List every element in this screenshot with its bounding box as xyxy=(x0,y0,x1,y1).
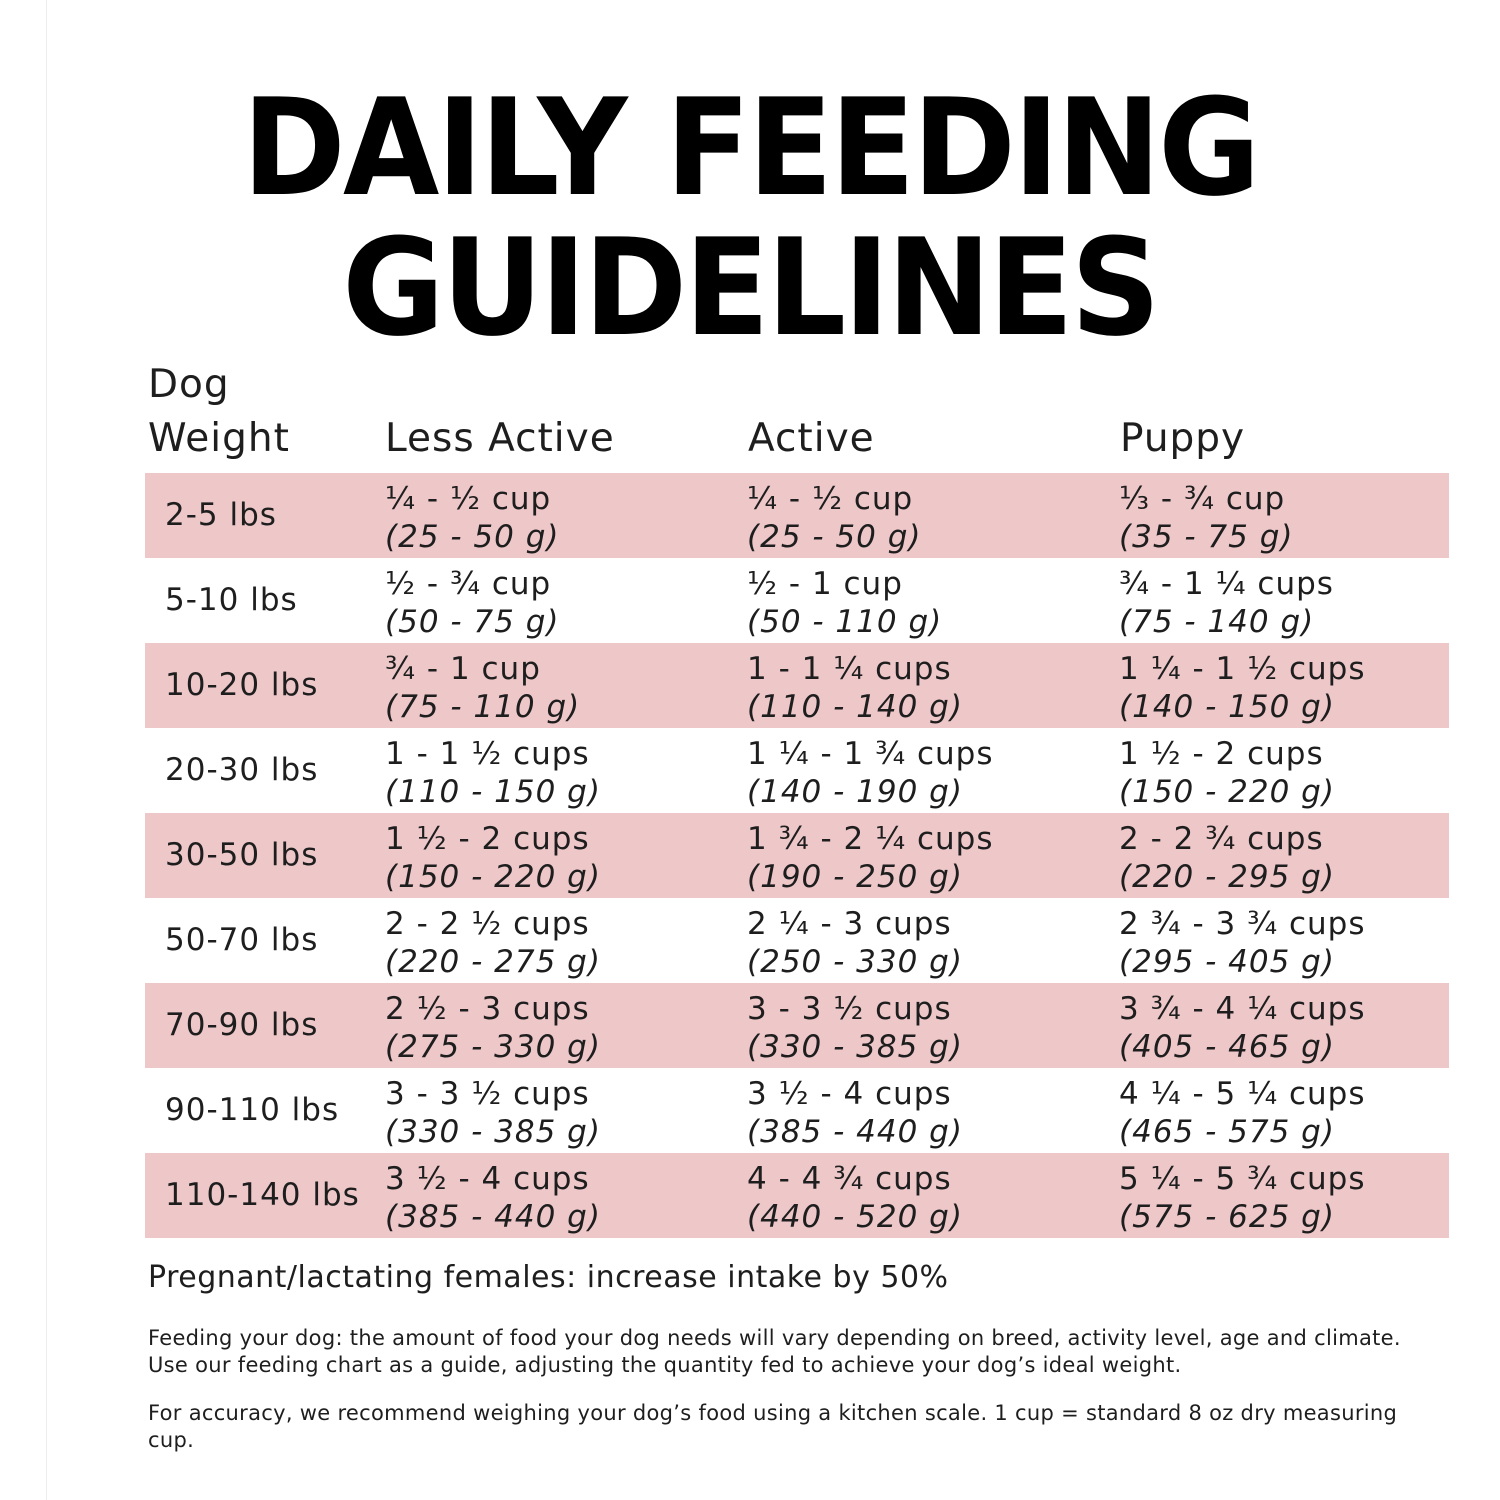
table-row xyxy=(145,643,1449,728)
puppy-cups: 4 ¼ - 5 ¼ cups xyxy=(1119,1076,1366,1112)
active-cups: 3 ½ - 4 cups xyxy=(747,1076,952,1112)
puppy-cell xyxy=(1119,481,1294,557)
less-active-cell xyxy=(385,1076,601,1152)
active-cell xyxy=(747,566,942,642)
active-cups: 3 - 3 ½ cups xyxy=(747,991,952,1027)
table-row xyxy=(145,473,1449,558)
puppy-grams: (220 - 295 g) xyxy=(1119,859,1335,895)
active-cups: 1 ¼ - 1 ¾ cups xyxy=(747,736,994,772)
active-cell xyxy=(747,991,963,1067)
active-cups: 2 ¼ - 3 cups xyxy=(747,906,952,942)
puppy-grams: (465 - 575 g) xyxy=(1119,1114,1335,1150)
dog-weight-cell: 50-70 lbs xyxy=(165,922,319,958)
puppy-cups: ⅓ - ¾ cup xyxy=(1119,481,1286,517)
puppy-grams: (295 - 405 g) xyxy=(1119,944,1335,980)
active-grams: (250 - 330 g) xyxy=(747,944,963,980)
puppy-cell xyxy=(1119,906,1366,982)
less-active-grams: (220 - 275 g) xyxy=(385,944,601,980)
puppy-grams: (75 - 140 g) xyxy=(1119,604,1315,640)
puppy-cups: 1 ½ - 2 cups xyxy=(1119,736,1324,772)
less-active-cell xyxy=(385,566,560,642)
puppy-cell xyxy=(1119,1161,1366,1237)
dog-weight-cell: 70-90 lbs xyxy=(165,1007,319,1043)
table-row xyxy=(145,983,1449,1068)
table-row xyxy=(145,728,1449,813)
puppy-grams: (150 - 220 g) xyxy=(1119,774,1335,810)
puppy-cell xyxy=(1119,991,1366,1067)
active-cups: 1 ¾ - 2 ¼ cups xyxy=(747,821,994,857)
active-grams: (110 - 140 g) xyxy=(747,689,963,725)
table-row xyxy=(145,1153,1449,1238)
dog-weight-cell: 5-10 lbs xyxy=(165,582,298,618)
less-active-cups: ¼ - ½ cup xyxy=(385,481,552,517)
header-dog-weight-line-2: Weight xyxy=(148,416,290,461)
table-row xyxy=(145,898,1449,983)
active-cups: ¼ - ½ cup xyxy=(747,481,914,517)
active-cell xyxy=(747,1076,963,1152)
less-active-cups: 3 - 3 ½ cups xyxy=(385,1076,590,1112)
dog-weight-cell: 110-140 lbs xyxy=(165,1177,360,1213)
active-grams: (330 - 385 g) xyxy=(747,1029,963,1065)
active-grams: (190 - 250 g) xyxy=(747,859,963,895)
active-grams: (50 - 110 g) xyxy=(747,604,943,640)
active-grams: (140 - 190 g) xyxy=(747,774,963,810)
less-active-cups: 1 - 1 ½ cups xyxy=(385,736,590,772)
pregnancy-note: Pregnant/lactating females: increase intake by 50% xyxy=(148,1260,949,1295)
less-active-cups: 2 ½ - 3 cups xyxy=(385,991,590,1027)
less-active-grams: (25 - 50 g) xyxy=(385,519,560,555)
puppy-cell xyxy=(1119,1076,1366,1152)
active-cell xyxy=(747,736,994,812)
table-row xyxy=(145,558,1449,643)
header-dog-weight xyxy=(148,358,290,466)
puppy-cups: 2 ¾ - 3 ¾ cups xyxy=(1119,906,1366,942)
active-grams: (440 - 520 g) xyxy=(747,1199,963,1235)
table-row xyxy=(145,813,1449,898)
less-active-grams: (330 - 385 g) xyxy=(385,1114,601,1150)
puppy-grams: (575 - 625 g) xyxy=(1119,1199,1335,1235)
active-cups: ½ - 1 cup xyxy=(747,566,903,602)
page-title xyxy=(6,70,1494,366)
less-active-cups: 1 ½ - 2 cups xyxy=(385,821,590,857)
less-active-cups: 2 - 2 ½ cups xyxy=(385,906,590,942)
less-active-grams: (385 - 440 g) xyxy=(385,1199,601,1235)
less-active-grams: (75 - 110 g) xyxy=(385,689,581,725)
puppy-cups: ¾ - 1 ¼ cups xyxy=(1119,566,1334,602)
puppy-cups: 3 ¾ - 4 ¼ cups xyxy=(1119,991,1366,1027)
less-active-cell xyxy=(385,736,601,812)
less-active-cell xyxy=(385,651,580,727)
title-line-2: GUIDELINES xyxy=(342,210,1158,366)
dog-weight-cell: 20-30 lbs xyxy=(165,752,319,788)
puppy-cell xyxy=(1119,821,1335,897)
header-active: Active xyxy=(748,416,875,461)
header-dog-weight-line-1: Dog xyxy=(148,362,230,407)
dog-weight-cell: 2-5 lbs xyxy=(165,497,277,533)
less-active-cups: ½ - ¾ cup xyxy=(385,566,552,602)
active-cell xyxy=(747,906,963,982)
active-cell xyxy=(747,481,922,557)
accuracy-paragraph: For accuracy, we recommend weighing your dog’s food using a kitchen scale. 1 cup = standard 8 oz dry measuring cup. xyxy=(148,1401,1398,1452)
active-cups: 4 - 4 ¾ cups xyxy=(747,1161,952,1197)
header-less-active: Less Active xyxy=(385,416,615,461)
less-active-cell xyxy=(385,906,601,982)
active-cell xyxy=(747,821,994,897)
puppy-cups: 5 ¼ - 5 ¾ cups xyxy=(1119,1161,1366,1197)
puppy-cups: 1 ¼ - 1 ½ cups xyxy=(1119,651,1366,687)
active-grams: (385 - 440 g) xyxy=(747,1114,963,1150)
title-line-1: DAILY FEEDING xyxy=(242,70,1258,226)
puppy-cell xyxy=(1119,736,1335,812)
less-active-grams: (110 - 150 g) xyxy=(385,774,601,810)
less-active-cell xyxy=(385,821,601,897)
feeding-table xyxy=(145,473,1449,1238)
active-grams: (25 - 50 g) xyxy=(747,519,922,555)
less-active-cell xyxy=(385,991,601,1067)
less-active-grams: (50 - 75 g) xyxy=(385,604,560,640)
puppy-grams: (140 - 150 g) xyxy=(1119,689,1335,725)
active-cell xyxy=(747,1161,963,1237)
puppy-cell xyxy=(1119,651,1366,727)
less-active-cell xyxy=(385,1161,601,1237)
puppy-grams: (405 - 465 g) xyxy=(1119,1029,1335,1065)
less-active-grams: (275 - 330 g) xyxy=(385,1029,601,1065)
header-puppy: Puppy xyxy=(1120,416,1246,461)
dog-weight-cell: 30-50 lbs xyxy=(165,837,319,873)
less-active-grams: (150 - 220 g) xyxy=(385,859,601,895)
less-active-cell xyxy=(385,481,560,557)
puppy-grams: (35 - 75 g) xyxy=(1119,519,1294,555)
feeding-guidance-paragraph: Feeding your dog: the amount of food your dog needs will vary depending on breed, activity level, age and climate. Use our feeding chart as a guide, adjusting the quantity fed to achieve your dog’s ideal weight. xyxy=(148,1326,1401,1377)
active-cups: 1 - 1 ¼ cups xyxy=(747,651,952,687)
puppy-cups: 2 - 2 ¾ cups xyxy=(1119,821,1324,857)
active-cell xyxy=(747,651,963,727)
dog-weight-cell: 90-110 lbs xyxy=(165,1092,340,1128)
table-row xyxy=(145,1068,1449,1153)
less-active-cups: ¾ - 1 cup xyxy=(385,651,541,687)
puppy-cell xyxy=(1119,566,1334,642)
dog-weight-cell: 10-20 lbs xyxy=(165,667,319,703)
less-active-cups: 3 ½ - 4 cups xyxy=(385,1161,590,1197)
